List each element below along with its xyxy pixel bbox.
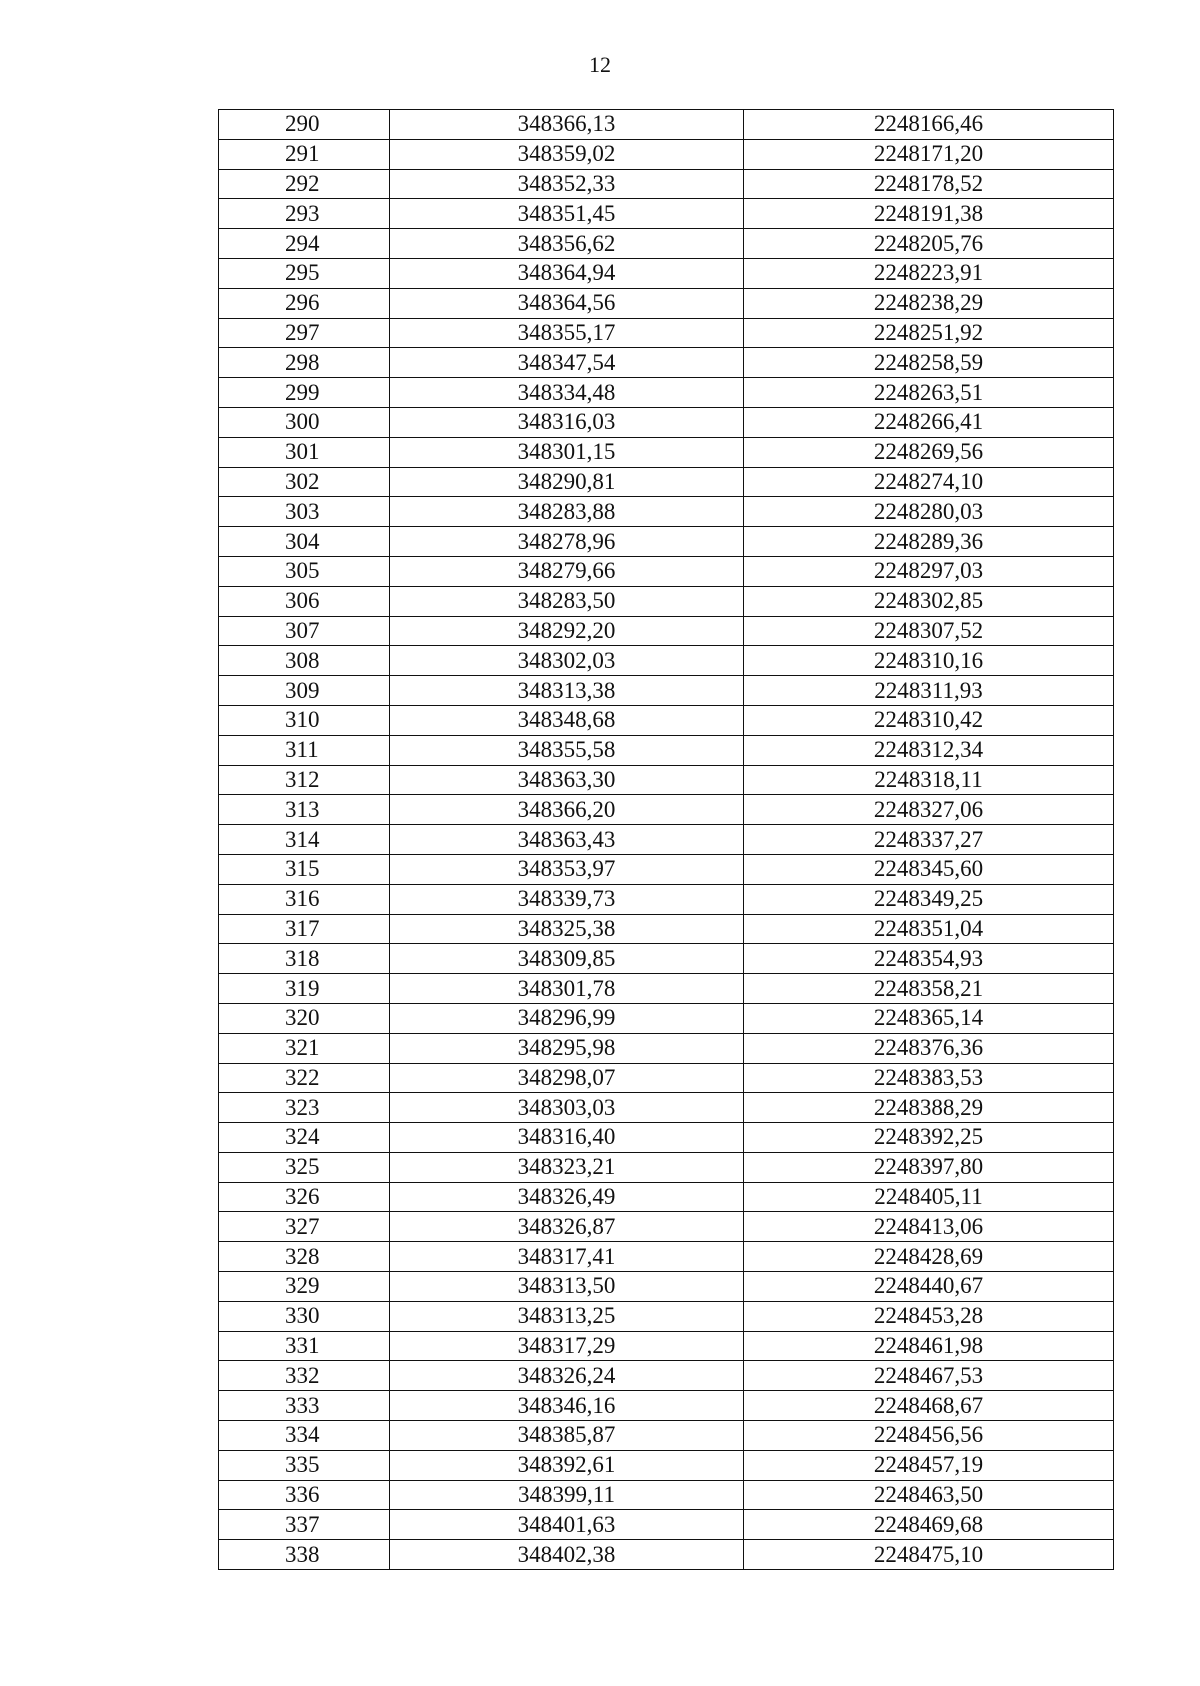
point-number-cell: 303 bbox=[219, 497, 390, 527]
table-row bbox=[219, 556, 1114, 586]
x-coordinate-cell: 348313,38 bbox=[390, 676, 744, 706]
coordinates-table-body bbox=[219, 110, 1114, 1570]
point-number-cell: 297 bbox=[219, 318, 390, 348]
point-number-cell: 338 bbox=[219, 1540, 390, 1570]
y-coordinate-cell: 2248388,29 bbox=[744, 1093, 1114, 1123]
x-coordinate-cell: 348351,45 bbox=[390, 199, 744, 229]
y-coordinate-cell: 2248251,92 bbox=[744, 318, 1114, 348]
table-row bbox=[219, 616, 1114, 646]
y-coordinate-cell: 2248365,14 bbox=[744, 1003, 1114, 1033]
table-row bbox=[219, 765, 1114, 795]
point-number-cell: 291 bbox=[219, 139, 390, 169]
table-row bbox=[219, 497, 1114, 527]
x-coordinate-cell: 348366,13 bbox=[390, 110, 744, 140]
y-coordinate-cell: 2248280,03 bbox=[744, 497, 1114, 527]
table-row bbox=[219, 110, 1114, 140]
y-coordinate-cell: 2248392,25 bbox=[744, 1123, 1114, 1153]
table-row bbox=[219, 974, 1114, 1004]
y-coordinate-cell: 2248351,04 bbox=[744, 914, 1114, 944]
point-number-cell: 321 bbox=[219, 1033, 390, 1063]
point-number-cell: 298 bbox=[219, 348, 390, 378]
y-coordinate-cell: 2248475,10 bbox=[744, 1540, 1114, 1570]
table-row bbox=[219, 825, 1114, 855]
point-number-cell: 300 bbox=[219, 407, 390, 437]
point-number-cell: 293 bbox=[219, 199, 390, 229]
y-coordinate-cell: 2248463,50 bbox=[744, 1480, 1114, 1510]
point-number-cell: 301 bbox=[219, 437, 390, 467]
y-coordinate-cell: 2248457,19 bbox=[744, 1450, 1114, 1480]
point-number-cell: 322 bbox=[219, 1063, 390, 1093]
y-coordinate-cell: 2248166,46 bbox=[744, 110, 1114, 140]
y-coordinate-cell: 2248223,91 bbox=[744, 258, 1114, 288]
table-row bbox=[219, 1480, 1114, 1510]
table-row bbox=[219, 1123, 1114, 1153]
point-number-cell: 302 bbox=[219, 467, 390, 497]
table-row bbox=[219, 348, 1114, 378]
table-row bbox=[219, 1510, 1114, 1540]
y-coordinate-cell: 2248205,76 bbox=[744, 229, 1114, 259]
point-number-cell: 292 bbox=[219, 169, 390, 199]
y-coordinate-cell: 2248345,60 bbox=[744, 854, 1114, 884]
y-coordinate-cell: 2248318,11 bbox=[744, 765, 1114, 795]
x-coordinate-cell: 348392,61 bbox=[390, 1450, 744, 1480]
x-coordinate-cell: 348364,94 bbox=[390, 258, 744, 288]
point-number-cell: 305 bbox=[219, 556, 390, 586]
x-coordinate-cell: 348402,38 bbox=[390, 1540, 744, 1570]
y-coordinate-cell: 2248413,06 bbox=[744, 1212, 1114, 1242]
x-coordinate-cell: 348339,73 bbox=[390, 884, 744, 914]
table-row bbox=[219, 1301, 1114, 1331]
table-row bbox=[219, 1152, 1114, 1182]
y-coordinate-cell: 2248469,68 bbox=[744, 1510, 1114, 1540]
table-row bbox=[219, 914, 1114, 944]
x-coordinate-cell: 348366,20 bbox=[390, 795, 744, 825]
x-coordinate-cell: 348309,85 bbox=[390, 944, 744, 974]
x-coordinate-cell: 348385,87 bbox=[390, 1421, 744, 1451]
x-coordinate-cell: 348325,38 bbox=[390, 914, 744, 944]
x-coordinate-cell: 348364,56 bbox=[390, 288, 744, 318]
point-number-cell: 306 bbox=[219, 586, 390, 616]
point-number-cell: 328 bbox=[219, 1242, 390, 1272]
y-coordinate-cell: 2248453,28 bbox=[744, 1301, 1114, 1331]
point-number-cell: 318 bbox=[219, 944, 390, 974]
y-coordinate-cell: 2248297,03 bbox=[744, 556, 1114, 586]
x-coordinate-cell: 348355,58 bbox=[390, 735, 744, 765]
x-coordinate-cell: 348295,98 bbox=[390, 1033, 744, 1063]
y-coordinate-cell: 2248307,52 bbox=[744, 616, 1114, 646]
table-row bbox=[219, 884, 1114, 914]
point-number-cell: 290 bbox=[219, 110, 390, 140]
point-number-cell: 334 bbox=[219, 1421, 390, 1451]
x-coordinate-cell: 348326,87 bbox=[390, 1212, 744, 1242]
table-row bbox=[219, 139, 1114, 169]
table-row bbox=[219, 288, 1114, 318]
y-coordinate-cell: 2248405,11 bbox=[744, 1182, 1114, 1212]
y-coordinate-cell: 2248428,69 bbox=[744, 1242, 1114, 1272]
point-number-cell: 295 bbox=[219, 258, 390, 288]
table-row bbox=[219, 318, 1114, 348]
x-coordinate-cell: 348302,03 bbox=[390, 646, 744, 676]
x-coordinate-cell: 348317,29 bbox=[390, 1331, 744, 1361]
table-row bbox=[219, 1450, 1114, 1480]
y-coordinate-cell: 2248312,34 bbox=[744, 735, 1114, 765]
point-number-cell: 311 bbox=[219, 735, 390, 765]
y-coordinate-cell: 2248354,93 bbox=[744, 944, 1114, 974]
table-row bbox=[219, 1093, 1114, 1123]
y-coordinate-cell: 2248310,16 bbox=[744, 646, 1114, 676]
table-row bbox=[219, 854, 1114, 884]
y-coordinate-cell: 2248191,38 bbox=[744, 199, 1114, 229]
point-number-cell: 337 bbox=[219, 1510, 390, 1540]
x-coordinate-cell: 348301,78 bbox=[390, 974, 744, 1004]
y-coordinate-cell: 2248310,42 bbox=[744, 705, 1114, 735]
x-coordinate-cell: 348292,20 bbox=[390, 616, 744, 646]
x-coordinate-cell: 348348,68 bbox=[390, 705, 744, 735]
point-number-cell: 308 bbox=[219, 646, 390, 676]
y-coordinate-cell: 2248266,41 bbox=[744, 407, 1114, 437]
y-coordinate-cell: 2248467,53 bbox=[744, 1361, 1114, 1391]
point-number-cell: 324 bbox=[219, 1123, 390, 1153]
point-number-cell: 332 bbox=[219, 1361, 390, 1391]
y-coordinate-cell: 2248263,51 bbox=[744, 378, 1114, 408]
x-coordinate-cell: 348317,41 bbox=[390, 1242, 744, 1272]
point-number-cell: 294 bbox=[219, 229, 390, 259]
page-number: 12 bbox=[589, 52, 611, 77]
table-row bbox=[219, 1272, 1114, 1302]
y-coordinate-cell: 2248397,80 bbox=[744, 1152, 1114, 1182]
x-coordinate-cell: 348298,07 bbox=[390, 1063, 744, 1093]
point-number-cell: 330 bbox=[219, 1301, 390, 1331]
x-coordinate-cell: 348401,63 bbox=[390, 1510, 744, 1540]
point-number-cell: 320 bbox=[219, 1003, 390, 1033]
table-row bbox=[219, 1033, 1114, 1063]
y-coordinate-cell: 2248289,36 bbox=[744, 527, 1114, 557]
table-row bbox=[219, 1331, 1114, 1361]
point-number-cell: 299 bbox=[219, 378, 390, 408]
y-coordinate-cell: 2248327,06 bbox=[744, 795, 1114, 825]
table-row bbox=[219, 169, 1114, 199]
x-coordinate-cell: 348352,33 bbox=[390, 169, 744, 199]
x-coordinate-cell: 348355,17 bbox=[390, 318, 744, 348]
x-coordinate-cell: 348359,02 bbox=[390, 139, 744, 169]
x-coordinate-cell: 348363,30 bbox=[390, 765, 744, 795]
point-number-cell: 316 bbox=[219, 884, 390, 914]
table-row bbox=[219, 407, 1114, 437]
y-coordinate-cell: 2248337,27 bbox=[744, 825, 1114, 855]
x-coordinate-cell: 348313,25 bbox=[390, 1301, 744, 1331]
y-coordinate-cell: 2248274,10 bbox=[744, 467, 1114, 497]
table-row bbox=[219, 1182, 1114, 1212]
table-row bbox=[219, 795, 1114, 825]
y-coordinate-cell: 2248383,53 bbox=[744, 1063, 1114, 1093]
table-row bbox=[219, 1421, 1114, 1451]
table-row bbox=[219, 586, 1114, 616]
y-coordinate-cell: 2248349,25 bbox=[744, 884, 1114, 914]
x-coordinate-cell: 348346,16 bbox=[390, 1391, 744, 1421]
point-number-cell: 323 bbox=[219, 1093, 390, 1123]
x-coordinate-cell: 348334,48 bbox=[390, 378, 744, 408]
x-coordinate-cell: 348363,43 bbox=[390, 825, 744, 855]
x-coordinate-cell: 348316,40 bbox=[390, 1123, 744, 1153]
point-number-cell: 331 bbox=[219, 1331, 390, 1361]
x-coordinate-cell: 348301,15 bbox=[390, 437, 744, 467]
table-row bbox=[219, 258, 1114, 288]
point-number-cell: 325 bbox=[219, 1152, 390, 1182]
table-row bbox=[219, 1540, 1114, 1570]
x-coordinate-cell: 348326,24 bbox=[390, 1361, 744, 1391]
table-row bbox=[219, 199, 1114, 229]
point-number-cell: 327 bbox=[219, 1212, 390, 1242]
point-number-cell: 319 bbox=[219, 974, 390, 1004]
table-row bbox=[219, 467, 1114, 497]
y-coordinate-cell: 2248376,36 bbox=[744, 1033, 1114, 1063]
y-coordinate-cell: 2248311,93 bbox=[744, 676, 1114, 706]
y-coordinate-cell: 2248461,98 bbox=[744, 1331, 1114, 1361]
y-coordinate-cell: 2248468,67 bbox=[744, 1391, 1114, 1421]
x-coordinate-cell: 348279,66 bbox=[390, 556, 744, 586]
x-coordinate-cell: 348323,21 bbox=[390, 1152, 744, 1182]
x-coordinate-cell: 348399,11 bbox=[390, 1480, 744, 1510]
point-number-cell: 314 bbox=[219, 825, 390, 855]
x-coordinate-cell: 348326,49 bbox=[390, 1182, 744, 1212]
x-coordinate-cell: 348283,88 bbox=[390, 497, 744, 527]
y-coordinate-cell: 2248269,56 bbox=[744, 437, 1114, 467]
table-row bbox=[219, 1003, 1114, 1033]
table-row bbox=[219, 1391, 1114, 1421]
x-coordinate-cell: 348313,50 bbox=[390, 1272, 744, 1302]
table-row bbox=[219, 676, 1114, 706]
y-coordinate-cell: 2248302,85 bbox=[744, 586, 1114, 616]
point-number-cell: 315 bbox=[219, 854, 390, 884]
point-number-cell: 313 bbox=[219, 795, 390, 825]
point-number-cell: 310 bbox=[219, 705, 390, 735]
point-number-cell: 307 bbox=[219, 616, 390, 646]
point-number-cell: 296 bbox=[219, 288, 390, 318]
point-number-cell: 329 bbox=[219, 1272, 390, 1302]
point-number-cell: 304 bbox=[219, 527, 390, 557]
x-coordinate-cell: 348303,03 bbox=[390, 1093, 744, 1123]
y-coordinate-cell: 2248440,67 bbox=[744, 1272, 1114, 1302]
table-row bbox=[219, 1361, 1114, 1391]
table-row bbox=[219, 229, 1114, 259]
x-coordinate-cell: 348296,99 bbox=[390, 1003, 744, 1033]
x-coordinate-cell: 348353,97 bbox=[390, 854, 744, 884]
table-row bbox=[219, 378, 1114, 408]
x-coordinate-cell: 348290,81 bbox=[390, 467, 744, 497]
point-number-cell: 317 bbox=[219, 914, 390, 944]
table-row bbox=[219, 705, 1114, 735]
y-coordinate-cell: 2248171,20 bbox=[744, 139, 1114, 169]
y-coordinate-cell: 2248456,56 bbox=[744, 1421, 1114, 1451]
table-row bbox=[219, 527, 1114, 557]
point-number-cell: 333 bbox=[219, 1391, 390, 1421]
x-coordinate-cell: 348356,62 bbox=[390, 229, 744, 259]
point-number-cell: 326 bbox=[219, 1182, 390, 1212]
x-coordinate-cell: 348316,03 bbox=[390, 407, 744, 437]
table-row bbox=[219, 437, 1114, 467]
table-row bbox=[219, 735, 1114, 765]
table-row bbox=[219, 646, 1114, 676]
y-coordinate-cell: 2248238,29 bbox=[744, 288, 1114, 318]
table-row bbox=[219, 944, 1114, 974]
x-coordinate-cell: 348283,50 bbox=[390, 586, 744, 616]
table-row bbox=[219, 1063, 1114, 1093]
table-row bbox=[219, 1242, 1114, 1272]
x-coordinate-cell: 348278,96 bbox=[390, 527, 744, 557]
point-number-cell: 309 bbox=[219, 676, 390, 706]
y-coordinate-cell: 2248258,59 bbox=[744, 348, 1114, 378]
coordinates-table bbox=[218, 109, 1114, 1570]
table-row bbox=[219, 1212, 1114, 1242]
point-number-cell: 335 bbox=[219, 1450, 390, 1480]
point-number-cell: 312 bbox=[219, 765, 390, 795]
x-coordinate-cell: 348347,54 bbox=[390, 348, 744, 378]
point-number-cell: 336 bbox=[219, 1480, 390, 1510]
y-coordinate-cell: 2248178,52 bbox=[744, 169, 1114, 199]
y-coordinate-cell: 2248358,21 bbox=[744, 974, 1114, 1004]
